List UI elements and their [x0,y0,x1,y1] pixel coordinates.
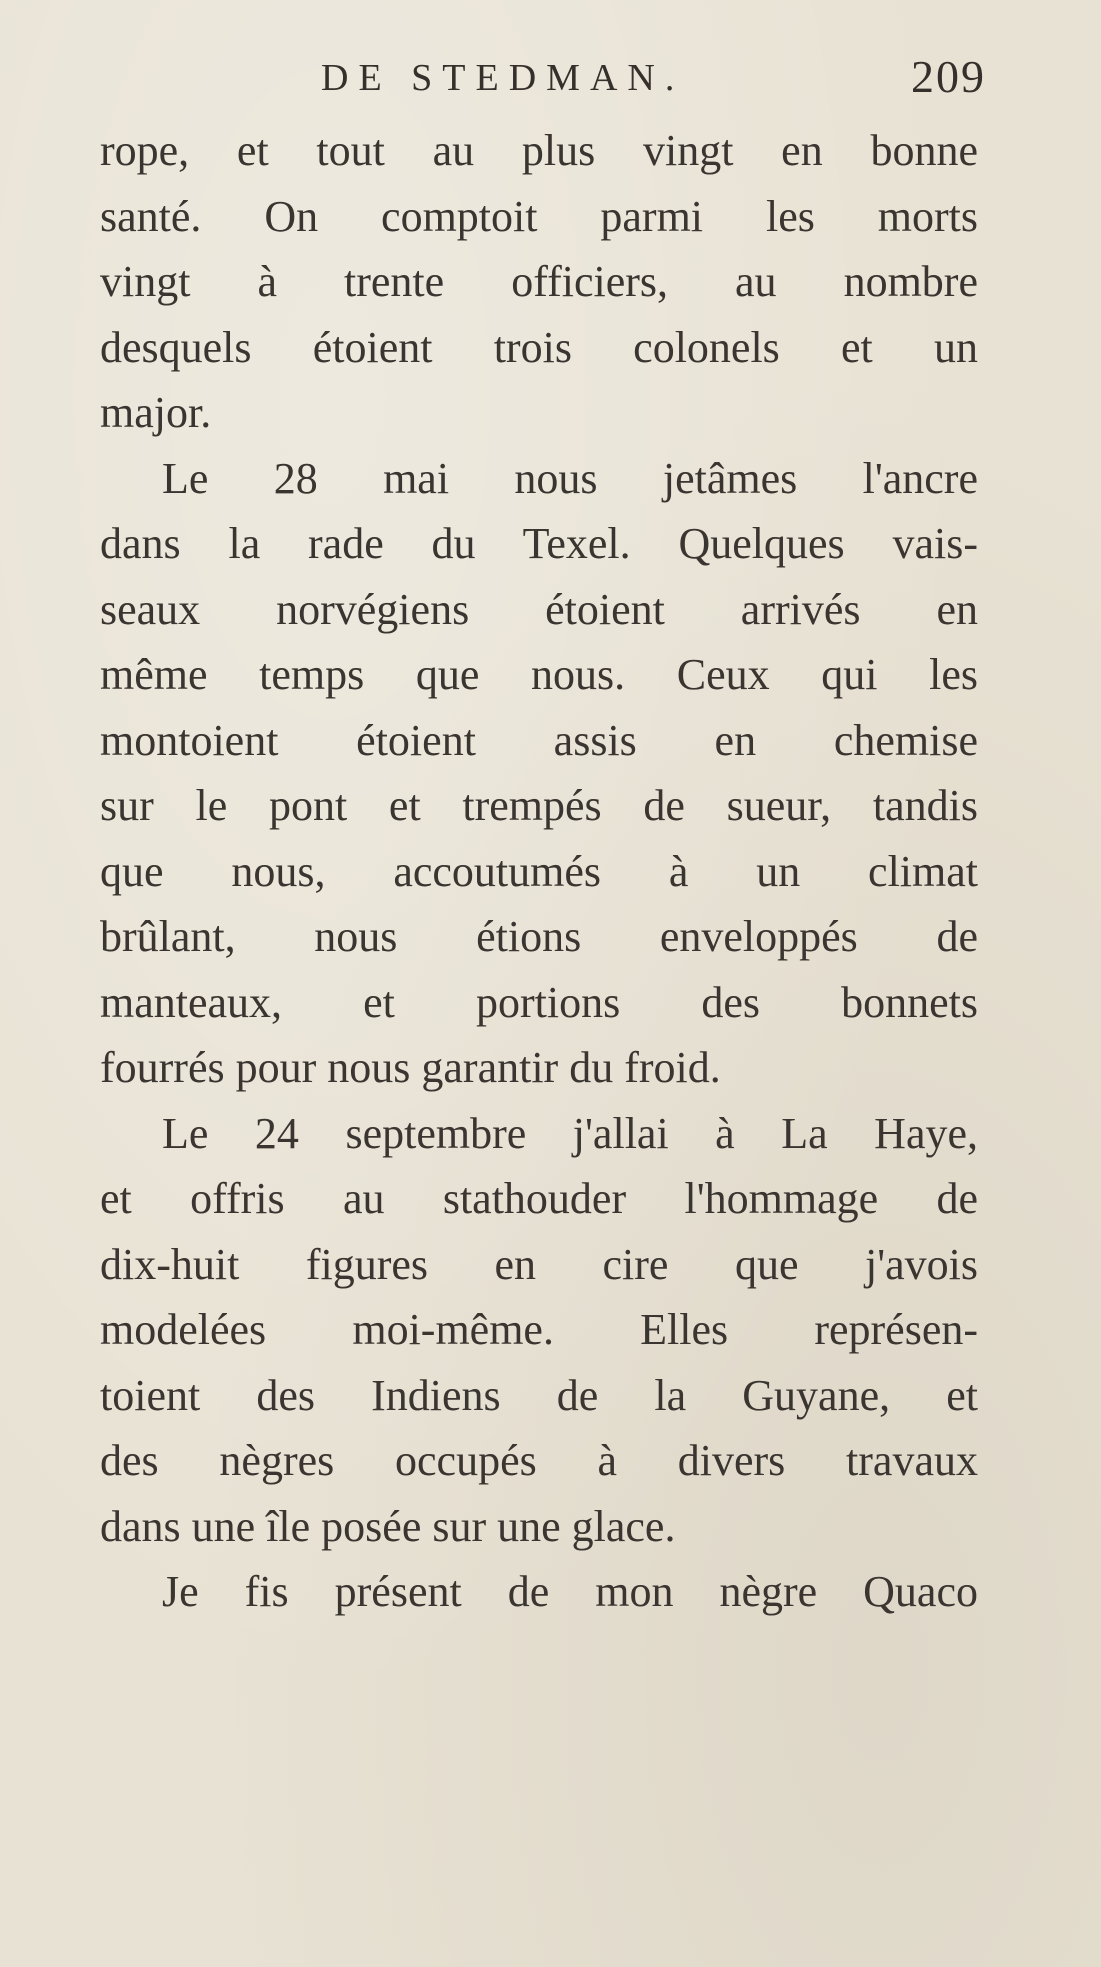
text-line: fourrés pour nous garantir du froid. [100,1043,721,1092]
text-line: santé. On comptoit parmi les morts [100,191,978,241]
page-number: 209 [911,51,986,102]
text-line: vingt à trente officiers, au nombre [100,257,978,306]
text-line: et offris au stathouder l'hommage de [100,1174,978,1223]
text-line: que nous, accoutumés à un climat [100,846,978,896]
text-line: rope, et tout au plus vingt en bonne [100,126,978,175]
running-head: DE STEDMAN. [321,57,685,99]
text-line: dix-huit figures en cire que j'avois [100,1239,978,1289]
text-line: des nègres occupés à divers travaux [100,1436,978,1485]
text-line: desquels étoient trois colonels et un [100,322,978,372]
body-text [100,118,978,1625]
text-line: brûlant, nous étions enveloppés de [100,912,978,961]
text-line: manteaux, et portions des bonnets [100,977,978,1027]
text-line: toient des Indiens de la Guyane, et [100,1370,978,1420]
text-line: Le 24 septembre j'allai à La Haye, [162,1108,978,1158]
page-header [96,52,986,122]
text-line: modelées moi-même. Elles représen- [100,1305,978,1354]
text-line: même temps que nous. Ceux qui les [100,650,978,699]
text-line: sur le pont et trempés de sueur, tandis [100,781,978,830]
text-line: major. [100,388,212,437]
text-line: Je fis présent de mon nègre Quaco [162,1567,978,1616]
text-line: montoient étoient assis en chemise [100,715,978,765]
text-line: dans une île posée sur une glace. [100,1501,676,1551]
text-line: seaux norvégiens étoient arrivés en [100,584,978,634]
text-line: Le 28 mai nous jetâmes l'ancre [162,453,978,503]
text-line: dans la rade du Texel. Quelques vais- [100,519,978,568]
